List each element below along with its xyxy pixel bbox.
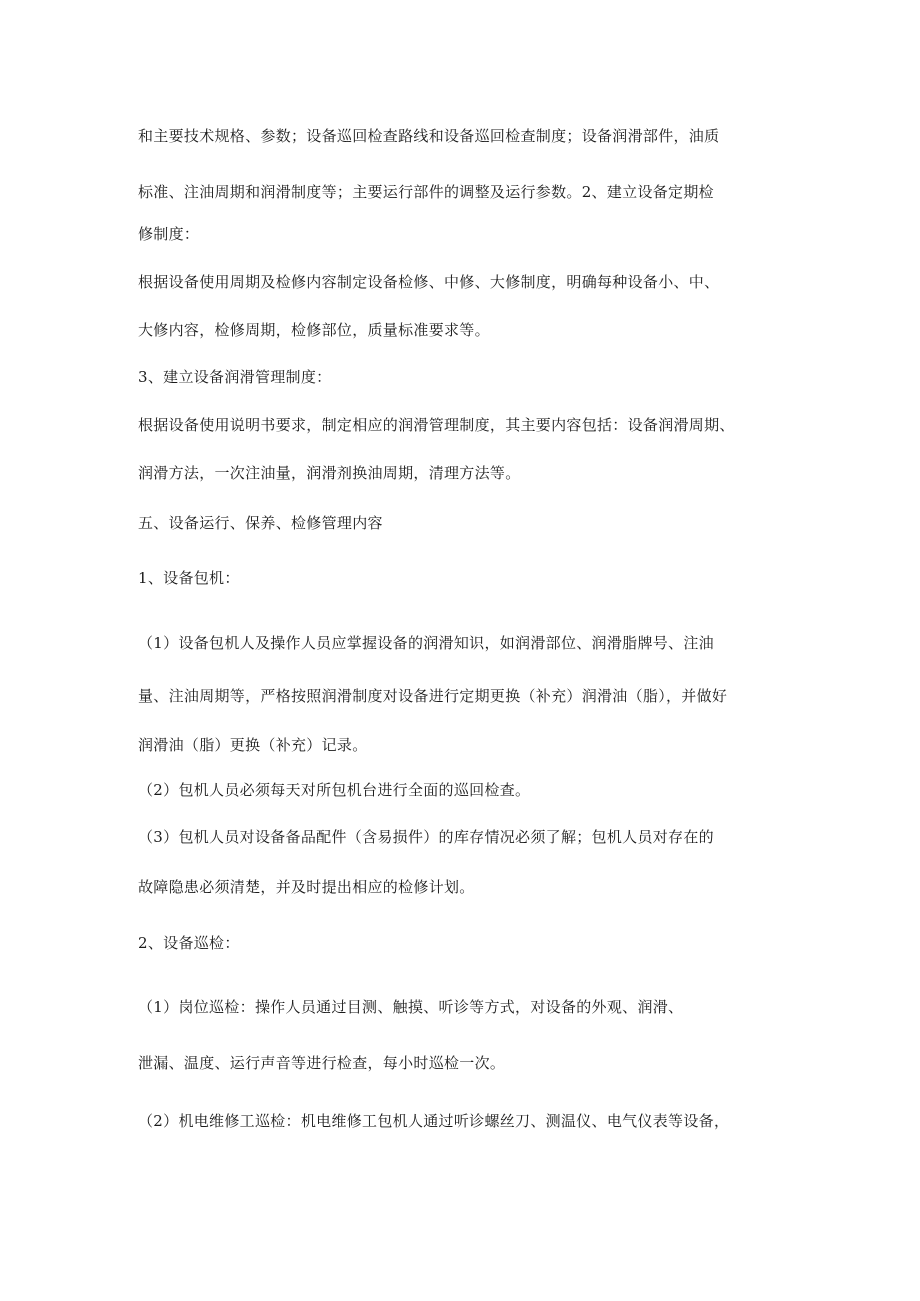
- text-line: 3、建立设备润滑管理制度：: [138, 368, 332, 386]
- text-line: 泄漏、温度、运行声音等进行检查，每小时巡检一次。: [138, 1054, 506, 1072]
- text-line: 和主要技术规格、参数；设备巡回检查路线和设备巡回检查制度；设备润滑部件，油质: [138, 127, 720, 145]
- text-line: 故障隐患必须清楚，并及时提出相应的检修计划。: [138, 878, 475, 896]
- text-line: （2）机电维修工巡检：机电维修工包机人通过听诊螺丝刀、测温仪、电气仪表等设备，: [138, 1112, 730, 1130]
- text-line: 修制度：: [138, 225, 200, 243]
- text-line: （3）包机人员对设备备品配件（含易损件）的库存情况必须了解；包机人员对存在的: [138, 828, 714, 846]
- text-line: （2）包机人员必须每天对所包机台进行全面的巡回检查。: [138, 781, 531, 799]
- text-line: 根据设备使用说明书要求，制定相应的润滑管理制度，其主要内容包括：设备润滑周期、: [138, 416, 735, 434]
- text-line: 标准、注油周期和润滑制度等；主要运行部件的调整及运行参数。2、建立设备定期检: [138, 183, 714, 201]
- text-line: 量、注油周期等，严格按照润滑制度对设备进行定期更换（补充）润滑油（脂），并做好: [138, 687, 728, 705]
- text-line: （1）岗位巡检：操作人员通过目测、触摸、听诊等方式，对设备的外观、润滑、: [138, 998, 684, 1016]
- text-line: （1）设备包机人及操作人员应掌握设备的润滑知识，如润滑部位、润滑脂牌号、注油: [138, 634, 714, 652]
- text-line: 润滑方法，一次注油量，润滑剂换油周期，清理方法等。: [138, 464, 521, 482]
- subsection-heading: 1、设备包机：: [138, 569, 240, 587]
- subsection-heading: 2、设备巡检：: [138, 934, 240, 952]
- text-line: 根据设备使用周期及检修内容制定设备检修、中修、大修制度，明确每种设备小、中、: [138, 273, 720, 291]
- text-line: 大修内容，检修周期，检修部位，质量标准要求等。: [138, 321, 490, 339]
- section-heading: 五、设备运行、保养、检修管理内容: [138, 514, 383, 532]
- text-line: 润滑油（脂）更换（补充）记录。: [138, 736, 368, 754]
